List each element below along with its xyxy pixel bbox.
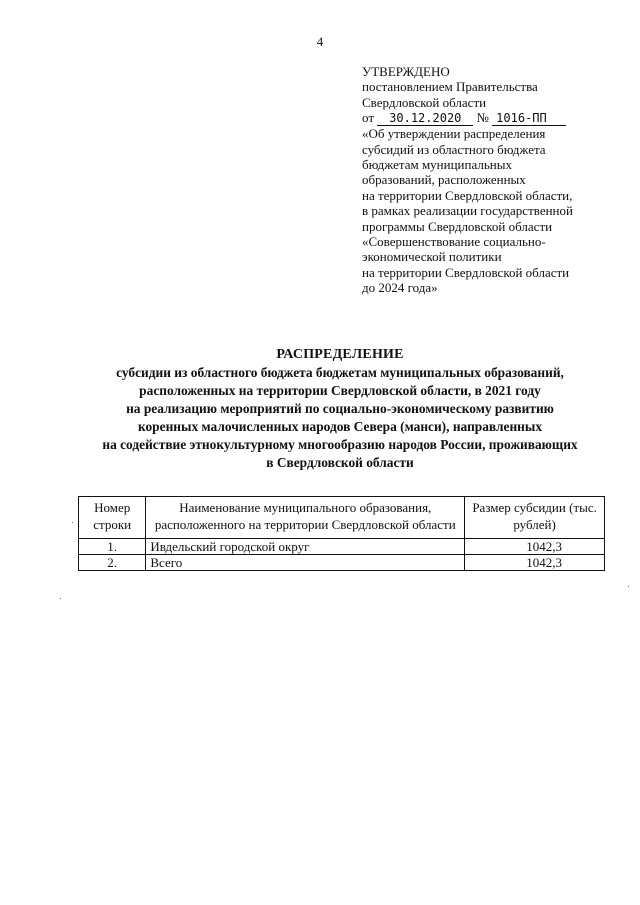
decree-title-line: «Об утверждении распределения <box>362 126 546 142</box>
title-line: расположенных на территории Свердловской области, в 2021 году <box>139 383 541 398</box>
header-row-number: Номер строки <box>79 497 146 539</box>
distribution-table <box>78 496 605 571</box>
title-line: на содействие этнокультурному многообразию народов России, проживающих <box>102 437 578 452</box>
number-prefix: № <box>476 110 489 126</box>
table-row <box>79 539 605 555</box>
row-number: 2. <box>79 555 146 571</box>
approval-heading: УТВЕРЖДЕНО <box>362 64 450 79</box>
decree-number: 1016-ПП <box>492 112 566 126</box>
title-line: субсидии из областного бюджета бюджетам муниципальных образований, <box>116 365 564 380</box>
page-number: 4 <box>316 34 324 49</box>
table-row <box>79 555 605 571</box>
municipality-name: Ивдельский городской округ <box>146 539 465 555</box>
decree-title-line: экономической политики <box>362 249 502 265</box>
decree-title-line: «Совершенствование социально- <box>362 234 546 250</box>
decree-title-line: программы Свердловской области <box>362 218 553 234</box>
decree-title-line: в рамках реализации государственной <box>362 203 573 219</box>
row-number: 1. <box>79 539 146 555</box>
decree-title-line: до 2024 года» <box>362 280 438 296</box>
document-title <box>40 346 640 472</box>
total-amount: 1042,3 <box>465 555 605 571</box>
scan-speck <box>628 586 629 587</box>
decree-date-number <box>362 110 612 126</box>
scan-speck <box>60 598 61 599</box>
table-header-row <box>79 497 605 539</box>
title-line: в Свердловской области <box>266 455 414 470</box>
approval-line-2: Свердловской области <box>362 94 487 110</box>
title-line: коренных малочисленных народов Севера (манси), направленных <box>137 419 543 434</box>
title-line: на реализацию мероприятий по социально-экономическому развитию <box>126 401 554 416</box>
scan-speck <box>72 522 73 523</box>
approval-line-1: постановлением Правительства <box>362 79 538 95</box>
date-prefix: от <box>362 110 375 126</box>
title-heading: РАСПРЕДЕЛЕНИЕ <box>276 347 404 362</box>
total-label: Всего <box>146 555 465 571</box>
approval-block <box>362 64 612 296</box>
decree-title-line: бюджетам муниципальных <box>362 157 512 173</box>
decree-title-line: на территории Свердловской области, <box>362 187 573 203</box>
decree-title-line: образований, расположенных <box>362 172 526 188</box>
decree-title-line: субсидий из областного бюджета <box>362 141 546 157</box>
subsidy-amount: 1042,3 <box>465 539 605 555</box>
header-subsidy-amount: Размер субсидии (тыс. рублей) <box>465 497 605 539</box>
decree-date: 30.12.2020 <box>377 112 473 126</box>
decree-title-line: на территории Свердловской области <box>362 264 570 280</box>
header-municipality: Наименование муниципального образования, расположенного на территории Свердловской области <box>146 497 465 539</box>
